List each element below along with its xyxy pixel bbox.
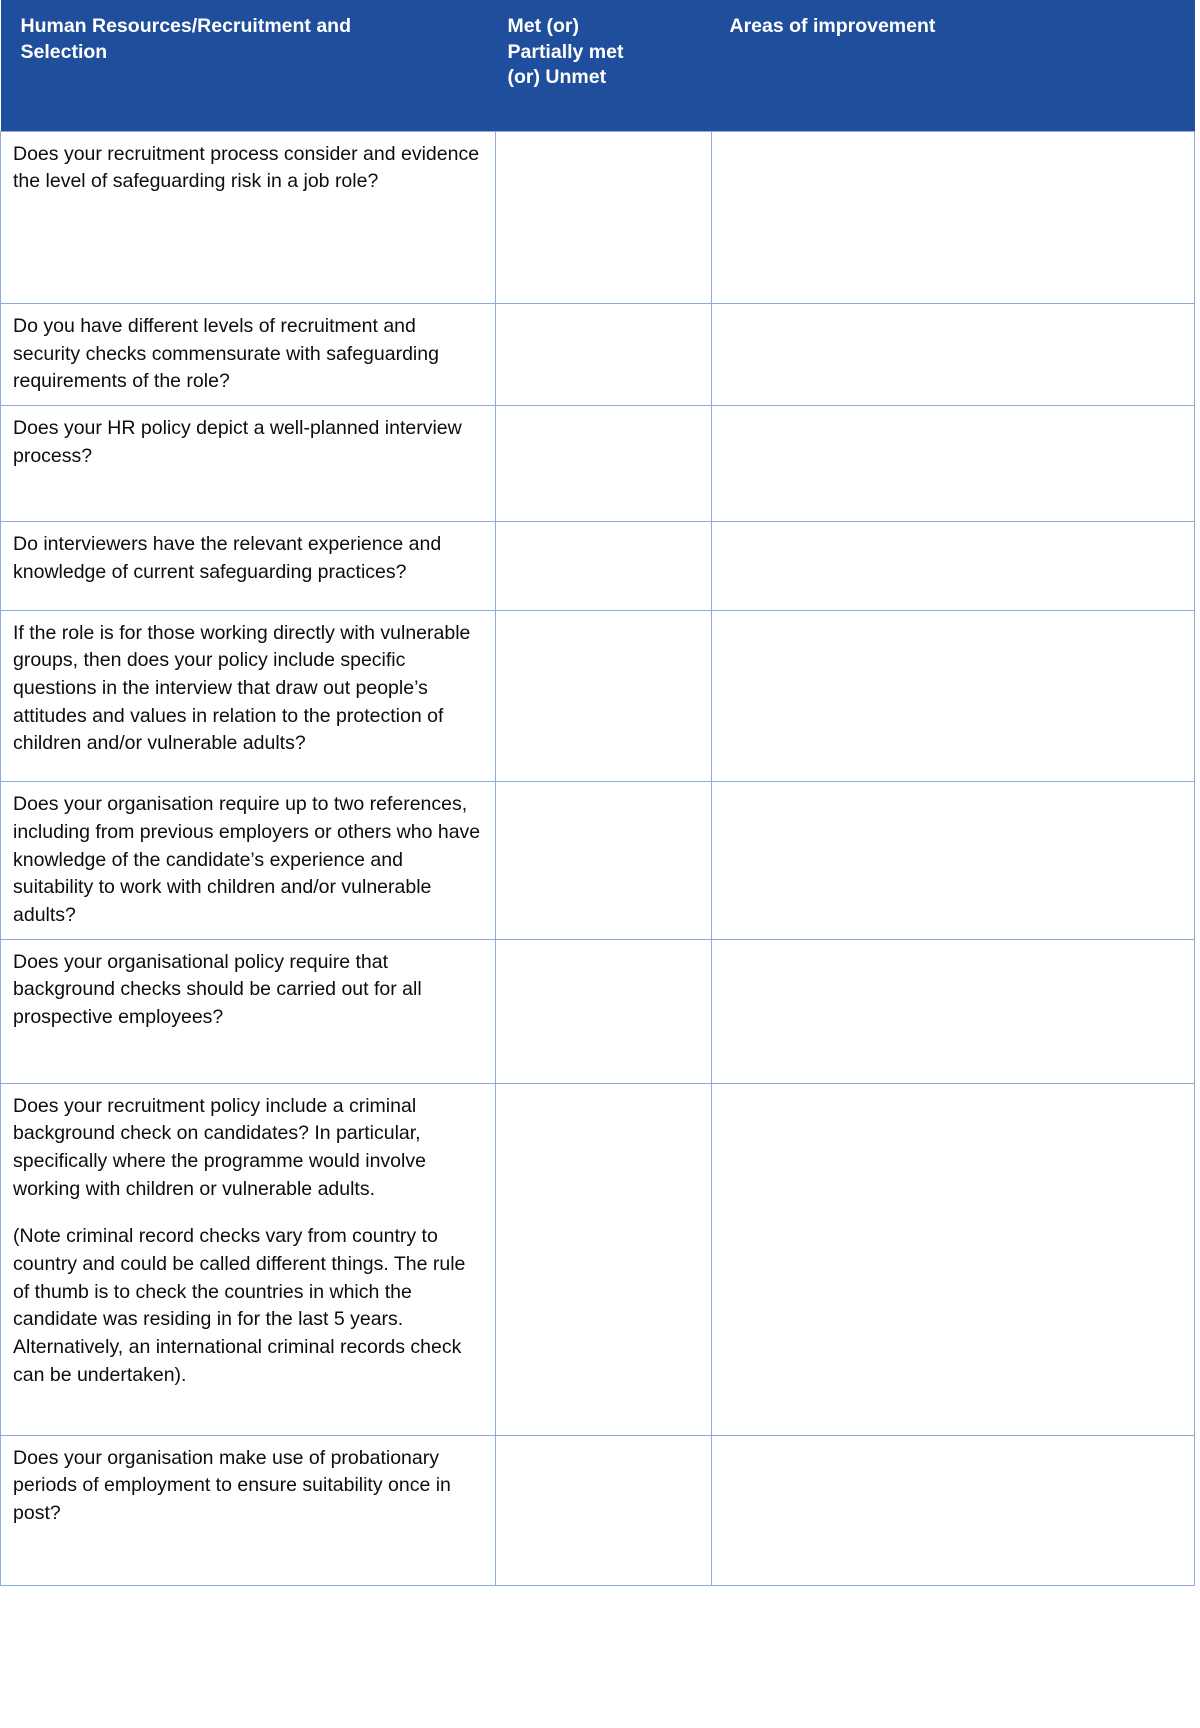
row-spacer xyxy=(13,470,481,512)
column-header-areas-of-improvement xyxy=(712,0,1195,131)
areas-cell[interactable] xyxy=(712,131,1195,303)
column-header-status-line-3: (or) Unmet xyxy=(507,66,607,89)
row-spacer xyxy=(13,1390,481,1426)
question-text: Do interviewers have the relevant experience and knowledge of current safeguarding practices? xyxy=(13,533,442,583)
areas-cell[interactable] xyxy=(712,939,1195,1083)
column-header-status-line-1: Met (or) xyxy=(507,15,579,37)
question-note-text: (Note criminal record checks vary from country to country and could be called different things. The rule of thumb is to check the countries in which the candidate was residing in for the last 5 years. Alternatively, an international criminal records check can be undertaken). xyxy=(13,1225,466,1386)
areas-cell[interactable] xyxy=(712,782,1195,939)
table-row xyxy=(1,522,1195,610)
table-row xyxy=(1,405,1195,521)
status-cell[interactable] xyxy=(496,131,712,303)
status-cell[interactable] xyxy=(496,939,712,1083)
status-cell[interactable] xyxy=(496,405,712,521)
question-text: Does your HR policy depict a well-planned interview process? xyxy=(13,416,462,467)
question-cell xyxy=(1,131,496,303)
row-spacer xyxy=(13,1528,481,1576)
question-text: Does your recruitment process consider and evidence the level of safeguarding risk in a job role? xyxy=(13,142,480,193)
row-spacer xyxy=(13,587,481,601)
table-row xyxy=(1,303,1195,405)
column-header-question-line-2: Selection xyxy=(20,40,108,63)
table-row xyxy=(1,610,1195,781)
question-cell xyxy=(1,1435,496,1585)
table-header-row xyxy=(1,0,1195,131)
status-cell[interactable] xyxy=(496,782,712,939)
question-cell xyxy=(1,782,496,939)
question-text: Does your organisation require up to two references, including from previous employers or others who have knowledge of the candidate’s experience and suitability to work with children and/or vulnerable adults? xyxy=(13,793,481,926)
question-text: Do you have different levels of recruitment and security checks commensurate with safeguarding requirements of the role? xyxy=(13,314,439,393)
table-header xyxy=(1,0,1195,131)
question-text: If the role is for those working directly with vulnerable groups, then does your policy include specific questions in the interview that draw out people’s attitudes and values in relation to the protection of children and/or vulnerable adults? xyxy=(13,621,471,755)
row-spacer xyxy=(13,758,481,772)
question-cell xyxy=(1,1083,496,1435)
column-header-question-line-1: Human Resources/Recruitment and xyxy=(20,15,352,37)
table-row xyxy=(1,782,1195,939)
column-header-status xyxy=(496,0,712,131)
column-header-areas-label: Areas of improvement xyxy=(729,15,936,37)
status-cell[interactable] xyxy=(496,303,712,405)
areas-cell[interactable] xyxy=(712,1083,1195,1435)
status-cell[interactable] xyxy=(496,1435,712,1585)
areas-cell[interactable] xyxy=(712,1435,1195,1585)
table-body xyxy=(1,131,1195,1585)
table-row xyxy=(1,1083,1195,1435)
areas-cell[interactable] xyxy=(712,303,1195,405)
status-cell[interactable] xyxy=(496,1083,712,1435)
question-cell xyxy=(1,522,496,610)
question-cell xyxy=(1,610,496,781)
question-cell xyxy=(1,405,496,521)
column-header-status-line-2: Partially met xyxy=(507,40,624,63)
areas-cell[interactable] xyxy=(712,405,1195,521)
status-cell[interactable] xyxy=(496,522,712,610)
row-spacer xyxy=(13,196,481,294)
status-cell[interactable] xyxy=(496,610,712,781)
question-cell xyxy=(1,303,496,405)
table-row xyxy=(1,939,1195,1083)
question-cell xyxy=(1,939,496,1083)
table-row xyxy=(1,131,1195,303)
table-row xyxy=(1,1435,1195,1585)
column-header-question xyxy=(1,0,496,131)
areas-cell[interactable] xyxy=(712,522,1195,610)
question-text: Does your organisational policy require that background checks should be carried out for all prospective employees? xyxy=(13,950,422,1028)
question-text: Does your recruitment policy include a criminal background check on candidates? In particular, specifically where the programme would involve working with children or vulnerable adults. xyxy=(13,1094,426,1200)
row-spacer xyxy=(13,1032,481,1074)
question-text: Does your organisation make use of probationary periods of employment to ensure suitability once in post? xyxy=(13,1446,451,1524)
areas-cell[interactable] xyxy=(712,610,1195,781)
